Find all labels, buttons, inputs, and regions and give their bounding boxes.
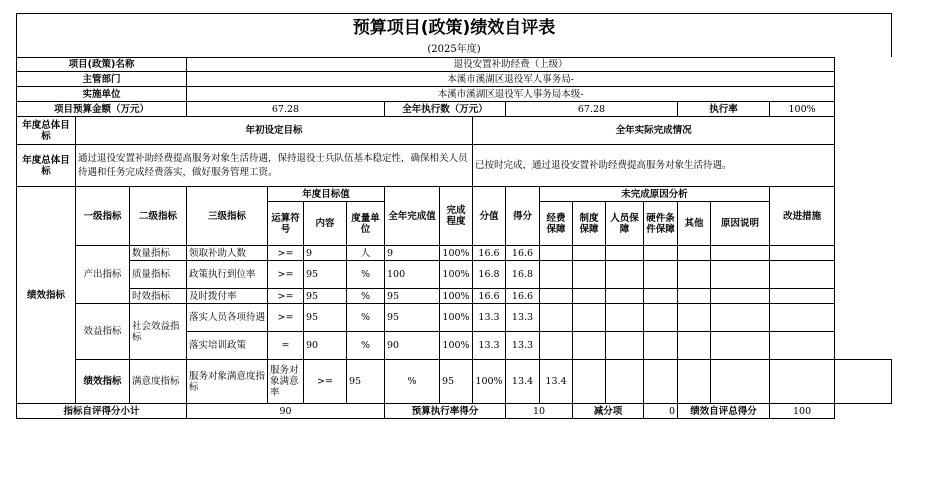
dept-label: 主管部门 [17, 72, 187, 87]
row-unit: % [347, 289, 385, 304]
exec-label: 全年执行数（万元） [385, 102, 506, 117]
row-empty [835, 360, 892, 404]
dept-value: 本溪市溪湖区退役军人事务局- [187, 72, 835, 87]
header-other: 其他 [678, 202, 711, 246]
row-empty [711, 246, 770, 261]
row-empty [606, 304, 644, 332]
header-improve: 改进措施 [770, 187, 835, 246]
row-content: 95 [304, 304, 347, 332]
row-empty [606, 332, 644, 360]
row-empty [540, 332, 573, 360]
row-empty [711, 332, 770, 360]
row-content: 95 [304, 261, 347, 289]
budget-rate-label: 预算执行率得分 [385, 404, 506, 419]
row-degree: 100% [440, 289, 473, 304]
level2-social: 社会效益指标 [130, 304, 187, 360]
subtotal-value: 90 [187, 404, 385, 419]
rate-value: 100% [770, 102, 835, 117]
budget-label: 项目预算金额（万元） [17, 102, 187, 117]
row-level3: 落实人员各项待遇 [187, 304, 268, 332]
row-unit: % [347, 261, 385, 289]
row-content: 9 [304, 246, 347, 261]
row-empty [606, 246, 644, 261]
header-annual-target: 年度目标值 [268, 187, 385, 202]
row-empty [711, 360, 770, 404]
row-empty [644, 289, 678, 304]
row-level3: 及时拨付率 [187, 289, 268, 304]
row-empty [573, 332, 606, 360]
subtotal-label: 指标自评得分小计 [17, 404, 187, 419]
row-completed: 90 [385, 332, 440, 360]
row-empty [770, 332, 835, 360]
level1-satisfaction: 满意度指标 [130, 360, 187, 404]
row-completed: 95 [385, 289, 440, 304]
total-value: 100 [770, 404, 835, 419]
row-empty [606, 261, 644, 289]
row-content: 90 [304, 332, 347, 360]
row-level3: 落实培训政策 [187, 332, 268, 360]
budget-rate-value: 10 [506, 404, 573, 419]
header-degree: 完成程度 [440, 187, 473, 246]
row-empty [540, 261, 573, 289]
row-empty [573, 360, 606, 404]
row-level2: 数量指标 [130, 246, 187, 261]
row-empty [678, 246, 711, 261]
actual-goal-text: 已按时完成，通过退役安置补助经费提高服务对象生活待遇。 [473, 145, 835, 187]
row-level3: 服务对象满意率 [268, 360, 304, 404]
row-empty [770, 261, 835, 289]
row-score-value: 13.3 [473, 304, 506, 332]
row-unit: 人 [347, 246, 385, 261]
perf-section-label: 绩效指标 [17, 187, 76, 404]
header-incomplete: 未完成原因分析 [540, 187, 770, 202]
header-reason: 原因说明 [711, 202, 770, 246]
row-empty [711, 289, 770, 304]
row-degree: 100% [473, 360, 506, 404]
evaluation-table [16, 57, 892, 419]
level1-effect: 效益指标 [76, 304, 130, 360]
row-level3: 领取补助人数 [187, 246, 268, 261]
row-score: 13.3 [506, 304, 540, 332]
row-completed: 100 [385, 261, 440, 289]
row-empty [770, 289, 835, 304]
row-empty [540, 246, 573, 261]
row-empty [606, 289, 644, 304]
row-score: 13.3 [506, 332, 540, 360]
row-empty [678, 360, 711, 404]
row-content: 95 [304, 289, 347, 304]
row-degree: 100% [440, 246, 473, 261]
row-operator: = [268, 332, 304, 360]
header-level2: 二级指标 [130, 187, 187, 246]
row-unit: % [347, 304, 385, 332]
goal-header-label: 年度总体目标 [17, 117, 76, 145]
row-empty [540, 289, 573, 304]
row-unit: % [385, 360, 440, 404]
row-empty [606, 360, 644, 404]
row-operator: >= [268, 304, 304, 332]
initial-goal-label: 年初设定目标 [76, 117, 473, 145]
total-label: 绩效自评总得分 [678, 404, 770, 419]
row-score-value: 16.6 [473, 289, 506, 304]
header-score: 得分 [506, 187, 540, 246]
header-system: 制度保障 [573, 202, 606, 246]
row-level2: 质量指标 [130, 261, 187, 289]
initial-goal-text: 通过退役安置补助经费提高服务对象生活待遇，保持退役士兵队伍基本稳定性，确保相关人员待遇和任务完成经费落实，做好服务管理工资。 [76, 145, 473, 187]
row-score-value: 13.4 [506, 360, 540, 404]
row-empty [678, 289, 711, 304]
row-empty [540, 304, 573, 332]
row-empty [644, 261, 678, 289]
row-empty [678, 304, 711, 332]
row-empty [644, 246, 678, 261]
row-empty [770, 360, 835, 404]
row-degree: 100% [440, 261, 473, 289]
row-empty [573, 289, 606, 304]
row-level2: 时效指标 [130, 289, 187, 304]
row-empty [573, 261, 606, 289]
row-degree: 100% [440, 304, 473, 332]
header-completed: 全年完成值 [385, 187, 440, 246]
row-score: 13.4 [540, 360, 573, 404]
header-staff: 人员保障 [606, 202, 644, 246]
row-empty [678, 332, 711, 360]
row-level2: 服务对象满意度指标 [187, 360, 268, 404]
level1-output: 产出指标 [76, 246, 130, 304]
row-score: 16.6 [506, 246, 540, 261]
row-score: 16.8 [506, 261, 540, 289]
row-empty [644, 304, 678, 332]
header-score-value: 分值 [473, 187, 506, 246]
row-empty [678, 261, 711, 289]
row-score-value: 16.6 [473, 246, 506, 261]
row-operator: >= [268, 289, 304, 304]
row-completed: 95 [440, 360, 473, 404]
impl-label: 实施单位 [17, 87, 187, 102]
sheet-year: (2025年度) [16, 43, 892, 57]
budget-value: 67.28 [187, 102, 385, 117]
rate-label: 执行率 [678, 102, 770, 117]
row-empty [573, 304, 606, 332]
row-empty [711, 261, 770, 289]
row-empty [573, 246, 606, 261]
row-degree: 100% [440, 332, 473, 360]
row-score-value: 13.3 [473, 332, 506, 360]
row-unit: % [347, 332, 385, 360]
row-completed: 9 [385, 246, 440, 261]
row-operator: >= [268, 246, 304, 261]
row-operator: >= [304, 360, 347, 404]
row-score: 16.6 [506, 289, 540, 304]
row-operator: >= [268, 261, 304, 289]
row-empty [770, 246, 835, 261]
header-funding: 经费保障 [540, 202, 573, 246]
evaluation-sheet [16, 13, 892, 419]
actual-goal-label: 全年实际完成情况 [473, 117, 835, 145]
exec-value: 67.28 [506, 102, 678, 117]
row-level3: 政策执行到位率 [187, 261, 268, 289]
header-operator: 运算符号 [268, 202, 304, 246]
deduct-label: 减分项 [573, 404, 644, 419]
row-completed: 95 [385, 304, 440, 332]
row-empty [644, 360, 678, 404]
header-unit: 度量单位 [347, 202, 385, 246]
project-name-value: 退役安置补助经费（上级） [187, 58, 835, 72]
deduct-value: 0 [644, 404, 678, 419]
project-name-label: 项目(政策)名称 [17, 58, 187, 72]
row-empty [711, 304, 770, 332]
row-score-value: 16.8 [473, 261, 506, 289]
header-level1: 一级指标 [76, 187, 130, 246]
impl-value: 本溪市溪湖区退役军人事务局本级- [187, 87, 835, 102]
row-empty [644, 332, 678, 360]
header-content: 内容 [304, 202, 347, 246]
row-empty [770, 304, 835, 332]
goal-row-label: 年度总体目标 [17, 145, 76, 187]
sheet-title: 预算项目(政策)绩效自评表 [16, 13, 892, 43]
perf-section-label-2: 绩效指标 [76, 360, 130, 404]
header-level3: 三级指标 [187, 187, 268, 246]
row-content: 95 [347, 360, 385, 404]
header-hardware: 硬件条件保障 [644, 202, 678, 246]
